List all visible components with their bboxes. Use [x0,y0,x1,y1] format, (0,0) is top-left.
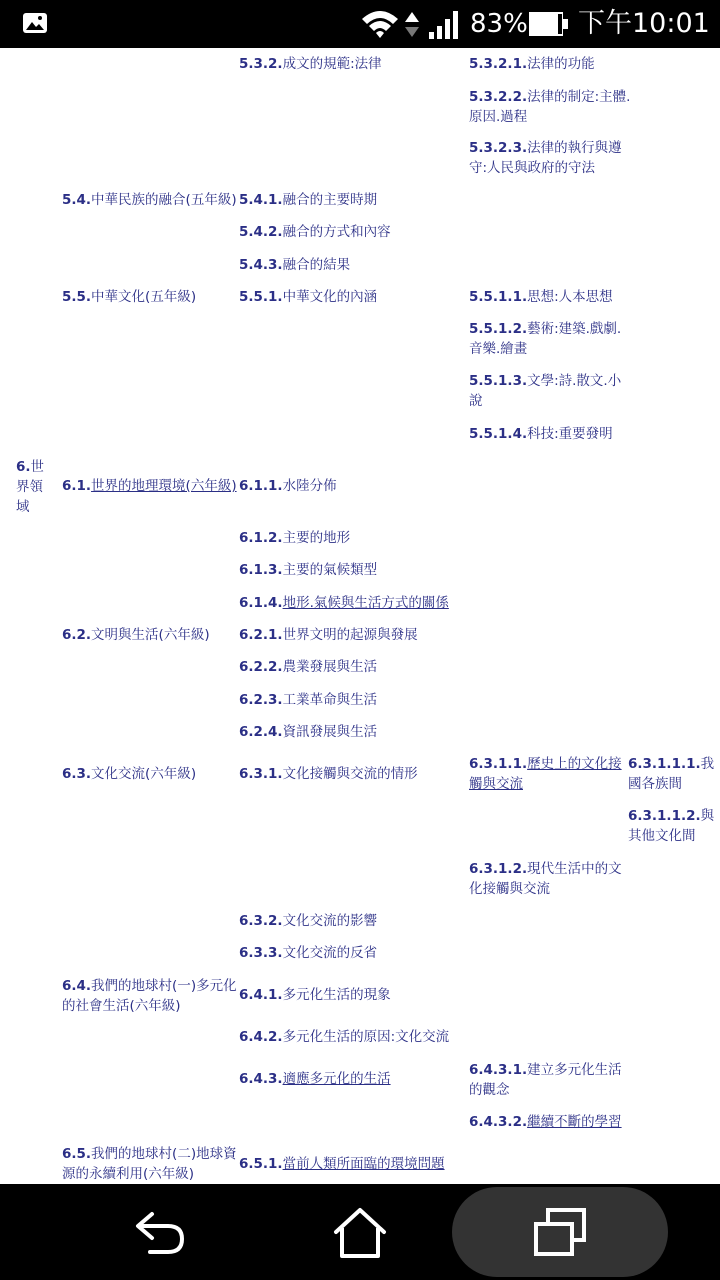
outline-item-5-5-1-3: 5.5.1.3.文學:詩.散文.小 說 [469,373,622,409]
clock: 下午10:01 [578,8,710,39]
status-bar [0,0,720,48]
home-icon[interactable] [330,1204,390,1260]
outline-item-5-5: 5.5.中華文化(五年級) [62,289,197,305]
outline-item-6-4-2: 6.4.2.多元化生活的原因:文化交流 [239,1029,450,1045]
gallery-notification-icon [22,12,48,34]
outline-item-6-1-2: 6.1.2.主要的地形 [239,530,351,546]
outline-item-5-4: 5.4.中華民族的融合(五年級) [62,192,237,208]
cell-signal-icon [428,10,462,40]
outline-item-6-4: 6.4.我們的地球村(一)多元化 的社會生活(六年級) [62,978,237,1014]
outline-item-6-1-3: 6.1.3.主要的氣候類型 [239,562,378,578]
outline-item-6-2-1: 6.2.1.世界文明的起源與發展 [239,627,418,643]
outline-item-5-3-2-1: 5.3.2.1.法律的功能 [469,56,595,72]
outline-item-6-3-1-2: 6.3.1.2.現代生活中的文 化接觸與交流 [469,861,622,897]
outline-item-6-1-1: 6.1.1.水陸分佈 [239,478,337,494]
outline-item-6-4-3-1: 6.4.3.1.建立多元化生活 的觀念 [469,1062,622,1098]
outline-item-6-1-4[interactable]: 6.1.4.地形.氣候與生活方式的關係 [239,595,449,611]
outline-item-5-4-1: 5.4.1.融合的主要時期 [239,192,378,208]
outline-item-6-3-2: 6.3.2.文化交流的影響 [239,913,378,929]
outline-item-6-5: 6.5.我們的地球村(二)地球資 源的永續利用(六年級) [62,1146,237,1182]
outline-item-6-3-1: 6.3.1.文化接觸與交流的情形 [239,766,418,782]
outline-item-6-3-1-1[interactable]: 6.3.1.1.歷史上的文化接 觸與交流 [469,756,622,792]
curriculum-outline [0,48,720,1184]
outline-item-5-5-1-2: 5.5.1.2.藝術:建築.戲劇. 音樂.繪畫 [469,321,622,357]
battery-percent: 83% [470,9,528,39]
outline-link-6-1-4[interactable]: 地形.氣候與生活方式的關係 [282,595,449,611]
outline-item-6-2-3: 6.2.3.工業革命與生活 [239,692,378,708]
recent-apps-icon[interactable] [530,1206,590,1258]
outline-item-6-3-3: 6.3.3.文化交流的反省 [239,945,378,961]
outline-link-6-3-1-1[interactable]: 歷史上的文化接 [527,756,622,772]
outline-link-6-5-1[interactable]: 當前人類所面臨的環境問題 [282,1156,445,1172]
outline-item-6-4-3-2[interactable]: 6.4.3.2.繼續不斷的學習 [469,1114,622,1130]
outline-item-6-3-1-1-1: 6.3.1.1.1.我 國各族間 [628,756,715,792]
outline-item-6-2-2: 6.2.2.農業發展與生活 [239,659,378,675]
data-activity-icon [402,10,422,40]
outline-item-5-4-2: 5.4.2.融合的方式和內容 [239,224,391,240]
outline-item-6-4-3[interactable]: 6.4.3.適應多元化的生活 [239,1071,391,1087]
wifi-icon [360,8,400,40]
outline-item-6-5-1[interactable]: 6.5.1.當前人類所面臨的環境問題 [239,1156,445,1172]
outline-item-5-3-2-3: 5.3.2.3.法律的執行與遵 守:人民與政府的守法 [469,140,622,176]
outline-item-5-5-1-1: 5.5.1.1.思想:人本思想 [469,289,613,305]
navigation-bar [0,1184,720,1280]
battery-icon [528,11,570,37]
outline-item-6-4-1: 6.4.1.多元化生活的現象 [239,987,391,1003]
back-icon[interactable] [130,1206,190,1258]
outline-item-6-2: 6.2.文明與生活(六年級) [62,627,210,643]
outline-item-5-3-2: 5.3.2.成文的規範:法律 [239,56,382,72]
outline-item-6: 6.世 界領 域 [16,459,45,515]
outline-item-6-3-1-1-2: 6.3.1.1.2.與 其他文化間 [628,808,715,844]
outline-item-6-1[interactable]: 6.1.世界的地理環境(六年級) [62,478,237,494]
outline-item-6-3: 6.3.文化交流(六年級) [62,766,197,782]
outline-item-5-5-1: 5.5.1.中華文化的內涵 [239,289,378,305]
outline-item-6-2-4: 6.2.4.資訊發展與生活 [239,724,378,740]
outline-link-6-4-3[interactable]: 適應多元化的生活 [282,1071,391,1087]
outline-item-5-4-3: 5.4.3.融合的結果 [239,257,351,273]
outline-link-6-4-3-2[interactable]: 繼續不斷的學習 [527,1114,622,1130]
outline-item-5-3-2-2: 5.3.2.2.法律的制定:主體. 原因.過程 [469,89,631,125]
outline-link-6-1[interactable]: 世界的地理環境(六年級) [91,478,237,494]
outline-item-5-5-1-4: 5.5.1.4.科技:重要發明 [469,426,613,442]
